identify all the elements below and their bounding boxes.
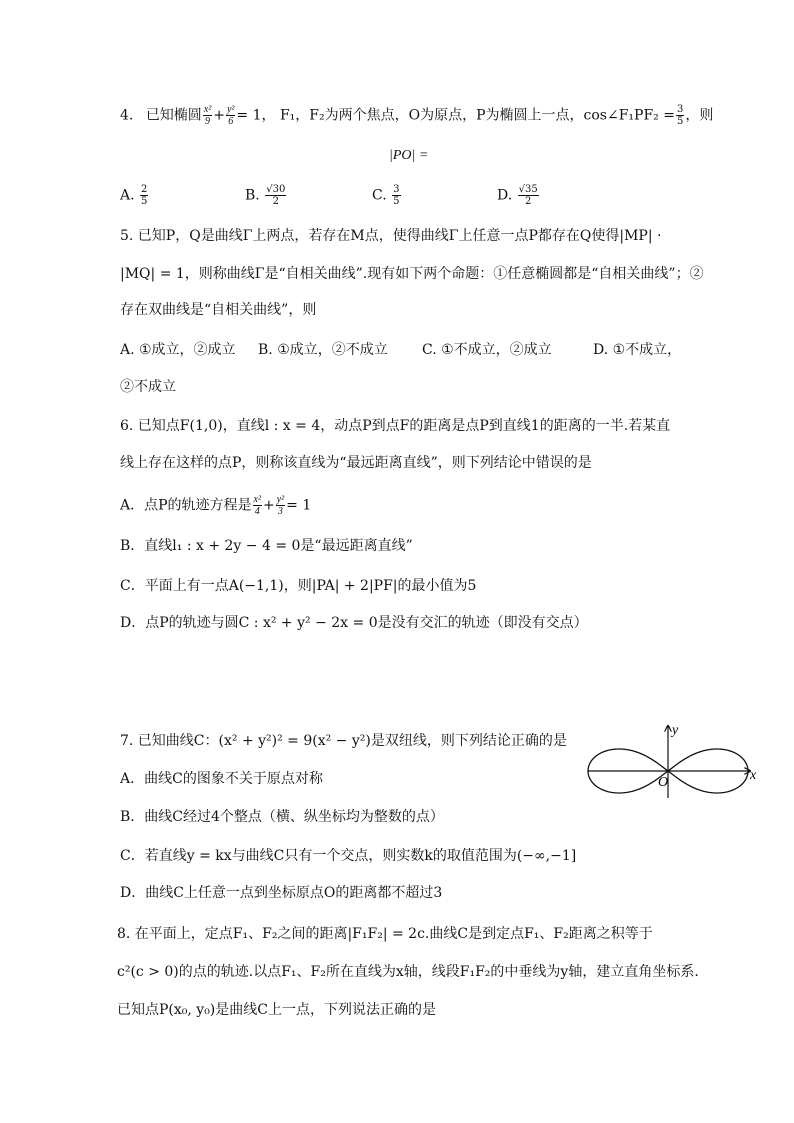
q8-line2: c²(c > 0)的点的轨迹.以点F₁、F₂所在直线为x轴，线段F₁F₂的中垂线为y轴，建立直角坐标系. <box>117 964 699 980</box>
q6-option-c: C．平面上有一点A(−1,1)，则|PA| + 2|PF|的最小值为5 <box>120 578 477 594</box>
q7-option-b: B．曲线C经过4个整点（横、纵坐标均为整数的点） <box>120 809 444 825</box>
q5-option-c: C. ①不成立，②成立 <box>422 342 552 358</box>
q4-line2: |PO| = <box>389 148 429 163</box>
q5-option-a: A. ①成立，②成立 <box>120 342 236 358</box>
q6-line1: 6. 已知点F(1,0)，直线l : x = 4，动点P到点F的距离是点P到直线1的距离的一半.若某直 <box>120 418 671 434</box>
q4-number: 4. <box>120 107 134 124</box>
q6-option-a: A．点P的轨迹方程是 $\frac{\text{x²}}{4}$ + $\frac{\text{y²}}{3}$ = 1 <box>120 494 312 517</box>
q7-option-d: D．曲线C上任意一点到坐标原点O的距离都不超过3 <box>120 885 443 901</box>
q4-option-d: D. $\frac{√35}{2}$ <box>497 184 538 207</box>
q8-line3: 已知点P(x₀, y₀)是曲线C上一点，下列说法正确的是 <box>117 1002 436 1018</box>
origin-label: O <box>658 775 669 790</box>
q4-frac-x: $\frac{\text{x²}}{9}$ <box>203 104 212 127</box>
q4-line1: 4. 已知椭圆 $\frac{\text{x²}}{9}$ + $\frac{\text{y²}}{6}$ = 1， F₁，F₂为两个焦点，O为原点，P为椭圆上一点，cos∠F₁PF₂ = $\frac{3}{5}$ ，则 <box>120 104 714 127</box>
lemniscate-figure <box>584 722 764 800</box>
q4-frac-y: $\frac{\text{y²}}{6}$ <box>226 104 235 127</box>
q4-option-a: A. $\frac{2}{5}$ <box>120 184 148 207</box>
q4-option-c: C. $\frac{3}{5}$ <box>372 184 400 207</box>
q5-line2: |MQ| = 1，则称曲线Γ是“自相关曲线”.现有如下两个命题：①任意椭圆都是“自相关曲线”；② <box>120 266 704 282</box>
q6-line2: 线上存在这样的点P，则称该直线为“最远距离直线”，则下列结论中错误的是 <box>120 455 592 471</box>
q6-option-d: D．点P的轨迹与圆C : x² + y² − 2x = 0是没有交汇的轨迹（即没有交点） <box>120 615 588 631</box>
q7-option-a: A．曲线C的图象不关于原点对称 <box>120 771 323 787</box>
q8-line1: 8. 在平面上，定点F₁、F₂之间的距离|F₁F₂| = 2c.曲线C是到定点F₁、F₂距离之积等于 <box>117 926 653 942</box>
q7-line1: 7. 已知曲线C：(x² + y²)² = 9(x² − y²)是双纽线，则下列结论正确的是 <box>120 733 567 749</box>
y-axis-label: y <box>672 723 679 738</box>
q5-option-d: D. ①不成立， <box>593 342 682 358</box>
q5-line1: 5. 已知P，Q是曲线Γ上两点，若存在M点，使得曲线Γ上任意一点P都存在Q使得|MP| · <box>120 228 662 244</box>
q6-option-b: B．直线l₁ : x + 2y − 4 = 0是“最远距离直线” <box>120 538 413 554</box>
q5-line3: 存在双曲线是“自相关曲线”，则 <box>120 302 317 318</box>
x-axis-label: x <box>750 768 757 783</box>
q4-frac-cos: $\frac{3}{5}$ <box>676 104 684 127</box>
q5-option-b: B. ①成立，②不成立 <box>258 342 388 358</box>
q7-option-c: C．若直线y = kx与曲线C只有一个交点，则实数k的取值范围为(−∞,−1] <box>120 848 577 864</box>
q4-option-b: B. $\frac{√30}{2}$ <box>245 184 286 207</box>
q5-option-d-cont: ②不成立 <box>120 379 176 395</box>
